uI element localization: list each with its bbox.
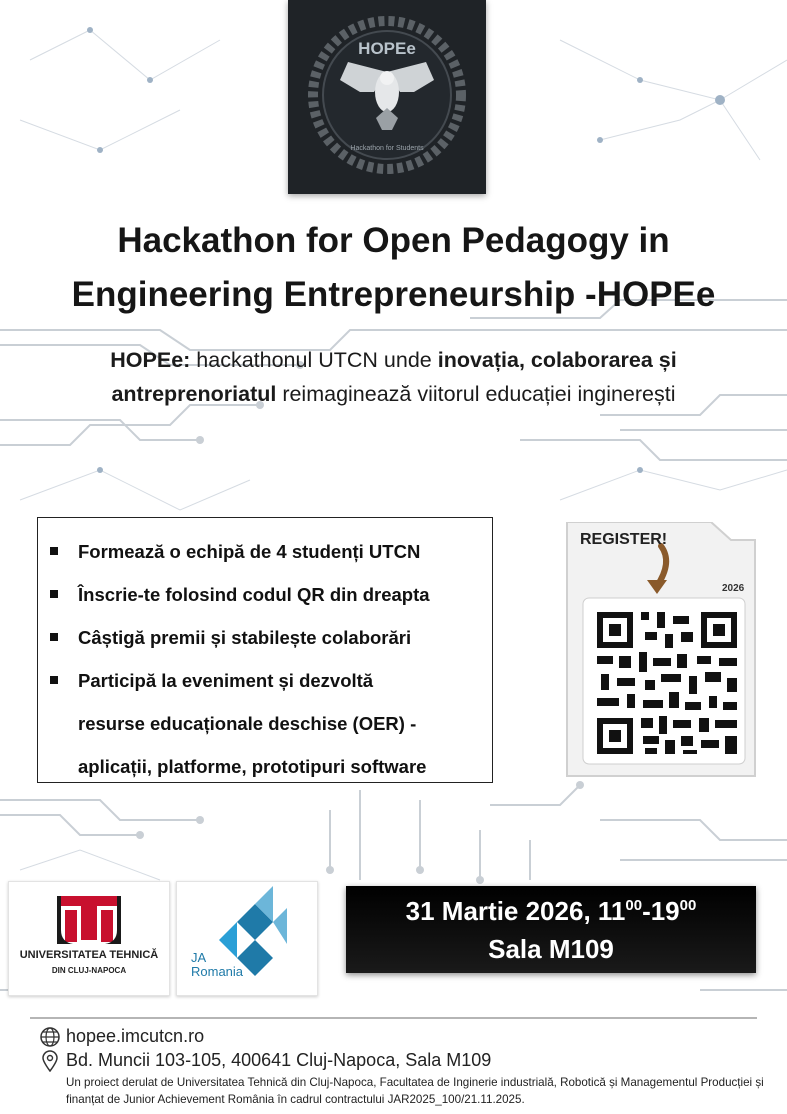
bullet-text: Participă la eveniment și dezvoltă — [78, 670, 374, 691]
utcn-logo — [8, 881, 170, 996]
website-link[interactable]: hopee.imcutcn.ro — [66, 1026, 205, 1046]
subtitle-brand: HOPEe: — [110, 348, 191, 372]
subtitle-text1: hackathonul UTCN unde — [190, 348, 438, 372]
ja-romania-logo — [176, 881, 318, 996]
bullet-square-icon — [50, 547, 58, 555]
bullet-square-icon — [50, 590, 58, 598]
eagle-emblem-icon — [288, 0, 486, 194]
subtitle-text2: reimaginează viitorul educației inginerești — [276, 382, 676, 406]
ja-line2: Romania — [191, 964, 244, 979]
bullet-text: aplicații, platforme, prototipuri software — [78, 756, 427, 777]
bullet-text: resurse educaționale deschise (OER) - — [78, 713, 417, 734]
list-item — [38, 530, 492, 573]
utcn-city: DIN CLUJ-NAPOCA — [51, 966, 127, 975]
event-date-text: 31 Martie 2026, 11 — [405, 896, 626, 926]
globe-icon — [39, 1026, 61, 1048]
list-item — [38, 573, 492, 616]
logo-tagline: Hackathon for Students — [350, 145, 424, 152]
subtitle-line2 — [40, 377, 747, 411]
page-title-line2: Engineering Entrepreneurship -HOPEe — [71, 275, 716, 314]
subtitle-line1 — [40, 343, 747, 377]
event-end-minutes: 00 — [679, 897, 697, 914]
list-item — [38, 659, 492, 788]
ja-text — [191, 951, 243, 979]
subtitle-bold2: antreprenoriatul — [111, 382, 277, 406]
register-label: REGISTER! — [580, 531, 668, 548]
qr-register-card[interactable] — [561, 522, 761, 782]
event-date-box — [346, 886, 756, 973]
info-bullets — [37, 517, 493, 783]
page-title-line1: Hackathon for Open Pedagogy in — [117, 221, 670, 260]
bullet-text: Formează o echipă de 4 studenți UTCN — [78, 541, 421, 562]
funding-note: Un proiect derulat de Universitatea Tehnică din Cluj-Napoca, Facultatea de Inginerie industrială, Robotică și Managementul Producției și finanțat de Junior Achievement România în cadrul contractului JAR2025_100/21.11.2025. — [66, 1076, 764, 1106]
list-item — [38, 616, 492, 659]
ja-line1: JA — [191, 950, 207, 965]
hopee-logo — [288, 0, 486, 194]
bullet-text: Înscrie-te folosind codul QR din dreapta — [78, 584, 430, 605]
bullet-square-icon — [50, 633, 58, 641]
event-end-hour: -19 — [642, 896, 680, 926]
utcn-name: UNIVERSITATEA TEHNICĂ — [19, 949, 159, 961]
address-text: Bd. Muncii 103-105, 400641 Cluj-Napoca, Sala M109 — [66, 1050, 492, 1070]
event-date — [346, 892, 756, 930]
qr-year: 2026 — [722, 583, 745, 594]
location-pin-icon — [41, 1050, 59, 1072]
utcn-emblem-icon — [9, 882, 169, 995]
bullet-square-icon — [50, 676, 58, 684]
logo-text: HOPEe — [358, 39, 416, 58]
subtitle-bold1: inovația, colaborarea și — [437, 348, 677, 372]
event-room: Sala M109 — [488, 934, 614, 964]
bullet-text: Câștigă premii și stabilește colaborări — [78, 627, 412, 648]
footer-divider — [30, 1017, 757, 1019]
event-start-minutes: 00 — [625, 897, 643, 914]
